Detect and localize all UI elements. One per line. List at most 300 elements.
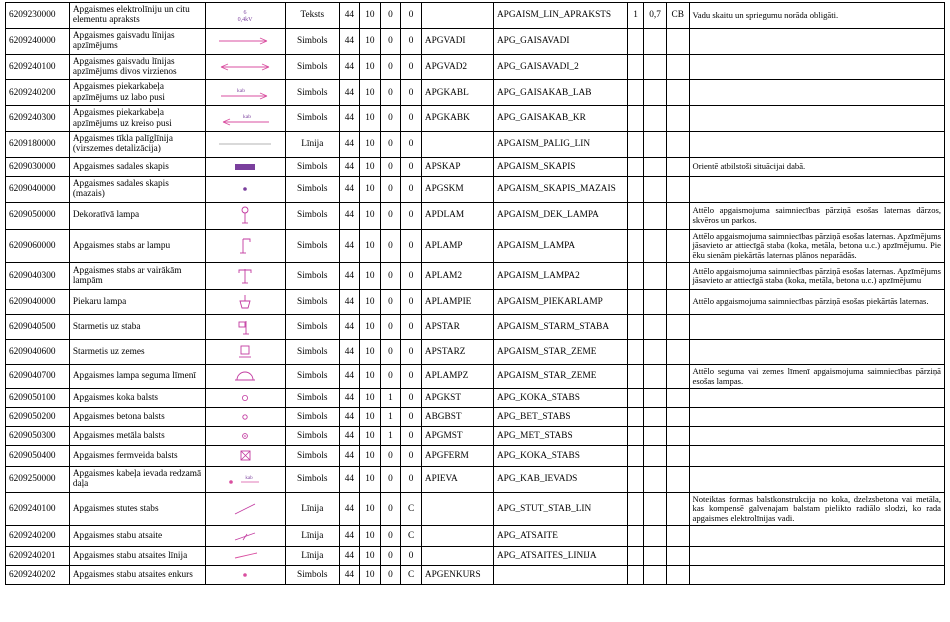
small-dot-icon xyxy=(209,182,282,196)
svg-text:kab: kab xyxy=(245,476,253,482)
cell-layer-name: APGAISM_STAR_ZEME xyxy=(493,340,627,365)
table-row xyxy=(6,388,945,407)
cell-layer-name: APGAISM_PIEKARLAMP xyxy=(493,290,627,315)
cell-n2: 10 xyxy=(360,157,381,176)
cell-n7 xyxy=(666,466,689,492)
cell-type: Simbols xyxy=(286,426,340,445)
cell-n1: 44 xyxy=(339,340,360,365)
cell-abbreviation xyxy=(421,3,493,29)
cell-n1: 44 xyxy=(339,290,360,315)
cell-n5 xyxy=(627,407,643,426)
table-row xyxy=(6,365,945,389)
cell-abbreviation: ABGBST xyxy=(421,407,493,426)
cell-n6 xyxy=(644,157,667,176)
cell-symbol-pole-lamp xyxy=(205,229,285,262)
cell-description: Apgaismes stabu atsaites enkurs xyxy=(69,566,205,585)
cell-n1: 44 xyxy=(339,176,360,202)
cell-n5 xyxy=(627,526,643,547)
cell-code: 6209040300 xyxy=(6,263,70,290)
table-row xyxy=(6,106,945,132)
floodlight-ground-icon xyxy=(209,342,282,362)
cell-description: Apgaismes gaisvadu līnijas apzīmējums divos virzienos xyxy=(69,54,205,80)
cell-n3: 0 xyxy=(380,80,401,106)
cell-symbol-decor-lamp xyxy=(205,202,285,229)
cell-symbol-diagonal-tick xyxy=(205,526,285,547)
cell-layer-name: APG_GAISAKAB_LAB xyxy=(493,80,627,106)
cell-symbol-hanging-lamp xyxy=(205,290,285,315)
cell-layer-name: APG_ATSAITES_LINIJA xyxy=(493,547,627,566)
table-row xyxy=(6,80,945,106)
cell-n3: 1 xyxy=(380,388,401,407)
cell-abbreviation xyxy=(421,132,493,158)
cell-n6 xyxy=(644,28,667,54)
cell-type: Simbols xyxy=(286,365,340,389)
cell-description: Starmetis uz staba xyxy=(69,315,205,340)
table-row xyxy=(6,547,945,566)
circle-small-icon xyxy=(209,410,282,424)
cell-n5 xyxy=(627,426,643,445)
cell-code: 6209040000 xyxy=(6,176,70,202)
cell-type: Simbols xyxy=(286,54,340,80)
cell-n2: 10 xyxy=(360,566,381,585)
cell-type: Simbols xyxy=(286,566,340,585)
table-row xyxy=(6,566,945,585)
cell-n2: 10 xyxy=(360,106,381,132)
cell-layer-name: APG_GAISAVADI_2 xyxy=(493,54,627,80)
cell-code: 6209240100 xyxy=(6,54,70,80)
svg-text:kab: kab xyxy=(243,113,252,120)
cell-n2: 10 xyxy=(360,263,381,290)
cell-description: Apgaismes stabs ar lampu xyxy=(69,229,205,262)
ground-level-lamp-icon xyxy=(209,368,282,386)
cell-n5 xyxy=(627,315,643,340)
cell-symbol-text-label-6-04kv xyxy=(205,3,285,29)
cell-abbreviation: APLAM2 xyxy=(421,263,493,290)
cell-notes xyxy=(689,526,944,547)
cell-n2: 10 xyxy=(360,492,381,525)
cell-n7 xyxy=(666,157,689,176)
cell-n6 xyxy=(644,263,667,290)
table-row xyxy=(6,340,945,365)
cell-layer-name: APG_BET_STABS xyxy=(493,407,627,426)
cell-n4: C xyxy=(401,566,422,585)
pole-multi-lamp-icon xyxy=(209,265,282,287)
cell-notes xyxy=(689,106,944,132)
cell-n1: 44 xyxy=(339,365,360,389)
cell-notes: Attēlo apgaismojuma saimniecības pārziņā esošas laternas. Apzīmējums jāsavieto ar attiecīgā staba (koka, metāla, betona u.c.) apzīmējumu. Pie ēku sienām piekārtās laternas plānos neparādās. xyxy=(689,229,944,262)
cable-entry-icon xyxy=(209,471,282,487)
pole-lamp-icon xyxy=(209,235,282,257)
cell-type: Simbols xyxy=(286,28,340,54)
cell-notes: Attēlo apgaismojuma saimniecības pārziņā esošas laternas dārzos, skvēros un parkos. xyxy=(689,202,944,229)
cell-n7 xyxy=(666,202,689,229)
cell-code: 6209050200 xyxy=(6,407,70,426)
cell-n6: 0,7 xyxy=(644,3,667,29)
cell-layer-name: APG_KOKA_STABS xyxy=(493,445,627,466)
cell-n2: 10 xyxy=(360,365,381,389)
cell-n5 xyxy=(627,132,643,158)
cell-n2: 10 xyxy=(360,407,381,426)
cell-n4: 0 xyxy=(401,263,422,290)
table-row xyxy=(6,176,945,202)
cell-symbol-thin-line xyxy=(205,132,285,158)
cell-n6 xyxy=(644,466,667,492)
cell-n4: 0 xyxy=(401,202,422,229)
cell-n3: 0 xyxy=(380,566,401,585)
cell-n1: 44 xyxy=(339,547,360,566)
cell-n4: 0 xyxy=(401,80,422,106)
cell-description: Apgaismes metāla balsts xyxy=(69,426,205,445)
cell-type: Simbols xyxy=(286,388,340,407)
cell-symbol-crossed-box xyxy=(205,445,285,466)
cell-n4: 0 xyxy=(401,132,422,158)
cell-type: Simbols xyxy=(286,80,340,106)
cell-code: 6209050100 xyxy=(6,388,70,407)
cell-layer-name: APGAISM_STARM_STABA xyxy=(493,315,627,340)
svg-text:0,4kV: 0,4kV xyxy=(237,17,253,24)
cell-n6 xyxy=(644,229,667,262)
cell-n2: 10 xyxy=(360,290,381,315)
cell-code: 6209040600 xyxy=(6,340,70,365)
table-row xyxy=(6,407,945,426)
cell-n4: 0 xyxy=(401,365,422,389)
cell-symbol-arrow-left-kab xyxy=(205,106,285,132)
svg-text:6: 6 xyxy=(243,10,247,17)
cell-n5 xyxy=(627,388,643,407)
arrow-right-icon xyxy=(209,34,282,48)
cell-notes xyxy=(689,407,944,426)
cell-n4: 0 xyxy=(401,157,422,176)
cell-notes: Attēlo apgaismojuma saimniecības pārziņā esošas piekārtās laternas. xyxy=(689,290,944,315)
cell-n7: CB xyxy=(666,3,689,29)
cell-layer-name: APGAISM_LAMPA2 xyxy=(493,263,627,290)
table-row xyxy=(6,290,945,315)
cell-notes: Attēlo seguma vai zemes līmenī apgaismojuma saimniecības pārziņā esošas lampas. xyxy=(689,365,944,389)
table-row xyxy=(6,263,945,290)
cell-type: Simbols xyxy=(286,290,340,315)
cell-description: Apgaismes kabeļa ievada redzamā daļa xyxy=(69,466,205,492)
cell-type: Teksts xyxy=(286,3,340,29)
cell-n2: 10 xyxy=(360,80,381,106)
table-body xyxy=(6,3,945,585)
cell-n6 xyxy=(644,426,667,445)
decor-lamp-icon xyxy=(209,205,282,227)
cell-n4: 0 xyxy=(401,407,422,426)
cell-symbol-floodlight-pole xyxy=(205,315,285,340)
cell-n2: 10 xyxy=(360,229,381,262)
cell-abbreviation: APDLAM xyxy=(421,202,493,229)
cell-layer-name: APG_KOKA_STABS xyxy=(493,388,627,407)
cell-n3: 0 xyxy=(380,3,401,29)
cell-n6 xyxy=(644,445,667,466)
cell-n5: 1 xyxy=(627,3,643,29)
cell-n7 xyxy=(666,290,689,315)
cell-symbol-floodlight-ground xyxy=(205,340,285,365)
cell-n3: 0 xyxy=(380,445,401,466)
cell-notes: Vadu skaitu un spriegumu norāda obligāti. xyxy=(689,3,944,29)
cell-n3: 1 xyxy=(380,407,401,426)
document-page xyxy=(0,2,950,622)
cell-n5 xyxy=(627,54,643,80)
cell-n1: 44 xyxy=(339,466,360,492)
cell-n3: 0 xyxy=(380,290,401,315)
cell-description: Apgaismes fermveida balsts xyxy=(69,445,205,466)
cell-n7 xyxy=(666,28,689,54)
cell-n2: 10 xyxy=(360,54,381,80)
cell-description: Apgaismes stabu atsaite xyxy=(69,526,205,547)
table-row xyxy=(6,202,945,229)
cell-code: 6209040700 xyxy=(6,365,70,389)
cell-n1: 44 xyxy=(339,407,360,426)
cell-description: Apgaismes sadales skapis (mazais) xyxy=(69,176,205,202)
cell-type: Simbols xyxy=(286,340,340,365)
cell-type: Simbols xyxy=(286,407,340,426)
cell-code: 6209040000 xyxy=(6,290,70,315)
cell-n2: 10 xyxy=(360,315,381,340)
cell-description: Starmetis uz zemes xyxy=(69,340,205,365)
cell-abbreviation: APGFERM xyxy=(421,445,493,466)
cell-n5 xyxy=(627,290,643,315)
cell-symbol-circle-small xyxy=(205,407,285,426)
cell-description: Apgaismes stabu atsaites līnija xyxy=(69,547,205,566)
cell-n1: 44 xyxy=(339,80,360,106)
cell-symbol-circle-dot xyxy=(205,426,285,445)
arrow-left-kab-icon xyxy=(209,111,282,127)
cell-type: Simbols xyxy=(286,445,340,466)
cell-notes xyxy=(689,566,944,585)
cell-n6 xyxy=(644,340,667,365)
cell-n4: 0 xyxy=(401,426,422,445)
arrow-double-icon xyxy=(209,60,282,74)
cell-type: Simbols xyxy=(286,466,340,492)
cell-n4: 0 xyxy=(401,3,422,29)
cell-n6 xyxy=(644,80,667,106)
cell-description: Apgaismes piekarkabeļa apzīmējums uz kreiso pusi xyxy=(69,106,205,132)
cell-n4: 0 xyxy=(401,340,422,365)
diagonal-line-icon xyxy=(209,501,282,517)
table-row xyxy=(6,426,945,445)
cell-code: 6209040500 xyxy=(6,315,70,340)
table-row xyxy=(6,28,945,54)
cell-n1: 44 xyxy=(339,566,360,585)
cell-n6 xyxy=(644,54,667,80)
cell-n7 xyxy=(666,547,689,566)
cell-n1: 44 xyxy=(339,426,360,445)
cell-code: 6209050300 xyxy=(6,426,70,445)
cell-n1: 44 xyxy=(339,388,360,407)
cell-symbol-short-line xyxy=(205,547,285,566)
cell-description: Apgaismes tīkla palīglīnija (virszemes detalizācija) xyxy=(69,132,205,158)
thin-line-icon xyxy=(209,137,282,151)
cell-n6 xyxy=(644,315,667,340)
cell-description: Apgaismes lampa seguma līmenī xyxy=(69,365,205,389)
cell-symbol-cable-entry xyxy=(205,466,285,492)
cell-n5 xyxy=(627,229,643,262)
cell-n6 xyxy=(644,202,667,229)
cell-n4: 0 xyxy=(401,106,422,132)
cell-symbol-circle-open xyxy=(205,388,285,407)
cell-abbreviation: APSTAR xyxy=(421,315,493,340)
cell-symbol-arrow-right xyxy=(205,28,285,54)
cell-n5 xyxy=(627,566,643,585)
cell-n1: 44 xyxy=(339,202,360,229)
arrow-right-kab-icon xyxy=(209,85,282,101)
cell-description: Apgaismes stabs ar vairākām lampām xyxy=(69,263,205,290)
cell-code: 6209240000 xyxy=(6,28,70,54)
cell-abbreviation: APLAMPIE xyxy=(421,290,493,315)
cell-n3: 0 xyxy=(380,466,401,492)
cell-n7 xyxy=(666,263,689,290)
cell-n2: 10 xyxy=(360,202,381,229)
cell-layer-name: APGAISM_LAMPA xyxy=(493,229,627,262)
cell-n1: 44 xyxy=(339,106,360,132)
table-row xyxy=(6,466,945,492)
cell-abbreviation: APGKABL xyxy=(421,80,493,106)
cell-type: Simbols xyxy=(286,229,340,262)
anchor-dot-icon xyxy=(209,568,282,582)
cell-n5 xyxy=(627,547,643,566)
cell-n1: 44 xyxy=(339,526,360,547)
cell-description: Apgaismes elektrolīniju un citu elementu apraksts xyxy=(69,3,205,29)
circle-dot-icon xyxy=(209,429,282,443)
cell-abbreviation xyxy=(421,547,493,566)
cell-n4: 0 xyxy=(401,466,422,492)
cell-n7 xyxy=(666,340,689,365)
cell-n1: 44 xyxy=(339,492,360,525)
cell-notes: Orientē atbilstoši situācijai dabā. xyxy=(689,157,944,176)
cell-n4: 0 xyxy=(401,388,422,407)
cell-n6 xyxy=(644,106,667,132)
cell-n4: 0 xyxy=(401,176,422,202)
cell-symbol-filled-box xyxy=(205,157,285,176)
cell-code: 6209240202 xyxy=(6,566,70,585)
cell-layer-name: APG_STUT_STAB_LIN xyxy=(493,492,627,525)
cell-n4: 0 xyxy=(401,315,422,340)
cell-n2: 10 xyxy=(360,466,381,492)
cell-n3: 0 xyxy=(380,54,401,80)
cell-code: 6209060000 xyxy=(6,229,70,262)
cell-abbreviation xyxy=(421,492,493,525)
cell-code: 6209230000 xyxy=(6,3,70,29)
cell-description: Apgaismes betona balsts xyxy=(69,407,205,426)
cell-n7 xyxy=(666,566,689,585)
cell-n1: 44 xyxy=(339,3,360,29)
hanging-lamp-icon xyxy=(209,292,282,312)
cell-description: Dekoratīvā lampa xyxy=(69,202,205,229)
cell-n6 xyxy=(644,290,667,315)
cell-abbreviation: APGENKURS xyxy=(421,566,493,585)
cell-layer-name: APG_GAISAKAB_KR xyxy=(493,106,627,132)
cell-n3: 0 xyxy=(380,176,401,202)
cell-abbreviation: APGKABK xyxy=(421,106,493,132)
cell-n5 xyxy=(627,106,643,132)
cell-symbol-small-dot xyxy=(205,176,285,202)
cell-n6 xyxy=(644,547,667,566)
cell-n2: 10 xyxy=(360,132,381,158)
cell-abbreviation: APSTARZ xyxy=(421,340,493,365)
cell-symbol-ground-level-lamp xyxy=(205,365,285,389)
cell-n5 xyxy=(627,157,643,176)
cell-type: Simbols xyxy=(286,176,340,202)
cell-n7 xyxy=(666,365,689,389)
svg-text:kab: kab xyxy=(237,87,246,94)
cell-n3: 1 xyxy=(380,426,401,445)
cell-layer-name: APGAISM_LIN_APRAKSTS xyxy=(493,3,627,29)
cell-notes xyxy=(689,176,944,202)
cell-n4: C xyxy=(401,492,422,525)
cell-code: 6209240300 xyxy=(6,106,70,132)
crossed-box-icon xyxy=(209,448,282,464)
cell-code: 6209050400 xyxy=(6,445,70,466)
cell-n3: 0 xyxy=(380,202,401,229)
cell-n7 xyxy=(666,526,689,547)
cell-n3: 0 xyxy=(380,157,401,176)
cell-notes xyxy=(689,80,944,106)
cell-type: Līnija xyxy=(286,547,340,566)
cell-n5 xyxy=(627,28,643,54)
cell-code: 6209050000 xyxy=(6,202,70,229)
cell-code: 6209180000 xyxy=(6,132,70,158)
cell-n4: 0 xyxy=(401,54,422,80)
cell-abbreviation: APLAMPZ xyxy=(421,365,493,389)
cell-n2: 10 xyxy=(360,526,381,547)
cell-n7 xyxy=(666,176,689,202)
cell-symbol-arrow-right-kab xyxy=(205,80,285,106)
cell-abbreviation: APGVAD2 xyxy=(421,54,493,80)
cell-n4: 0 xyxy=(401,229,422,262)
cell-n2: 10 xyxy=(360,388,381,407)
cell-layer-name: APG_ATSAITE xyxy=(493,526,627,547)
circle-open-icon xyxy=(209,391,282,405)
cell-notes xyxy=(689,547,944,566)
cell-abbreviation: APIEVA xyxy=(421,466,493,492)
cell-n6 xyxy=(644,566,667,585)
cell-notes xyxy=(689,388,944,407)
cell-abbreviation xyxy=(421,526,493,547)
text-label-6-04kv-icon xyxy=(209,6,282,24)
cell-type: Simbols xyxy=(286,157,340,176)
cell-type: Līnija xyxy=(286,526,340,547)
cell-n7 xyxy=(666,54,689,80)
cell-notes xyxy=(689,315,944,340)
cell-n6 xyxy=(644,407,667,426)
table-row xyxy=(6,54,945,80)
cell-notes: Attēlo apgaismojuma saimniecības pārziņā esošas laternas. Apzīmējums jāsavieto ar attiecīgā staba (koka, metāla, betona u.c.) apzīmējumu xyxy=(689,263,944,290)
cell-code: 6209250000 xyxy=(6,466,70,492)
cell-n7 xyxy=(666,492,689,525)
cell-n6 xyxy=(644,176,667,202)
cell-layer-name: APGAISM_SKAPIS_MAZAIS xyxy=(493,176,627,202)
table-row xyxy=(6,132,945,158)
cell-layer-name: APGAISM_SKAPIS xyxy=(493,157,627,176)
cell-n4: 0 xyxy=(401,445,422,466)
cell-type: Līnija xyxy=(286,492,340,525)
cell-description: Apgaismes gaisvadu līnijas apzīmējums xyxy=(69,28,205,54)
cell-n1: 44 xyxy=(339,263,360,290)
cell-n2: 10 xyxy=(360,176,381,202)
filled-box-icon xyxy=(209,160,282,174)
cell-n3: 0 xyxy=(380,526,401,547)
table-row xyxy=(6,526,945,547)
cell-n3: 0 xyxy=(380,365,401,389)
cell-n4: C xyxy=(401,526,422,547)
cell-n6 xyxy=(644,132,667,158)
cell-notes xyxy=(689,54,944,80)
table-row xyxy=(6,445,945,466)
cell-type: Līnija xyxy=(286,132,340,158)
cell-notes xyxy=(689,466,944,492)
cell-abbreviation: APGVADI xyxy=(421,28,493,54)
